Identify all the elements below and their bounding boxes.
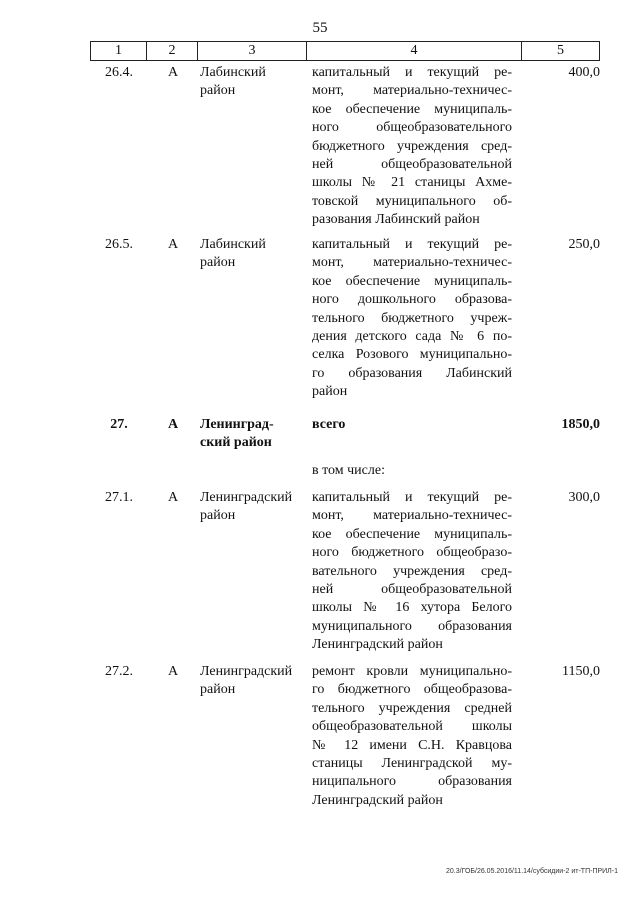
description-line: дения детского сада № 6 по-	[312, 329, 512, 345]
row-description	[312, 64, 512, 230]
description-line: район	[312, 384, 348, 400]
district-line: Ленинград-	[200, 417, 274, 432]
row-number: 27.2.	[105, 664, 133, 679]
row-sum: 250,0	[568, 237, 600, 252]
column-header-row	[90, 41, 600, 61]
description-line: всего	[312, 417, 346, 432]
description-line: тельного бюджетного учреж-	[312, 310, 512, 326]
row-district	[200, 64, 310, 101]
description-line: ниципального образования	[312, 774, 512, 790]
district-line: район	[200, 508, 236, 524]
district-line: район	[200, 682, 236, 698]
column-header-4: 4	[307, 42, 522, 60]
description-line: го образования Лабинский	[312, 365, 512, 381]
description-line: монт, материально-техничес-	[312, 255, 512, 271]
description-line: кое обеспечение муниципаль-	[312, 273, 512, 289]
row-district	[200, 236, 310, 273]
description-line: станицы Ленинградской му-	[312, 756, 512, 772]
description-line: бюджетного учреждения сред-	[312, 138, 512, 154]
row-district	[200, 416, 310, 453]
description-line: Ленинградский район	[312, 637, 443, 653]
description-line: ного общеобразовательного	[312, 120, 512, 136]
row-description	[312, 663, 512, 810]
row-category: А	[167, 490, 179, 505]
description-line: общеобразовательной школы	[312, 719, 512, 735]
row-district	[200, 663, 310, 700]
description-line: ного бюджетного общеобразо-	[312, 545, 512, 561]
description-line: монт, материально-техничес-	[312, 83, 512, 99]
row-category: А	[167, 417, 179, 432]
description-line: капитальный и текущий ре-	[312, 237, 512, 252]
district-line: район	[200, 83, 236, 99]
district-line: район	[200, 255, 236, 271]
document-footer-code: 20.3/ГОБ/26.05.2016/11.14/субсидии-2 ит-ТП-ПРИЛ-1	[446, 868, 618, 875]
description-line: ремонт кровли муниципально-	[312, 664, 512, 679]
column-header-2: 2	[147, 42, 198, 60]
row-description	[312, 462, 512, 480]
description-line: тельного учреждения средней	[312, 700, 512, 716]
row-sum: 1850,0	[561, 417, 600, 432]
description-line: капитальный и текущий ре-	[312, 65, 512, 80]
description-line: муниципального образования	[312, 618, 512, 634]
district-line: ский район	[200, 435, 272, 451]
district-line: Ленинградский	[200, 490, 293, 505]
row-number: 27.	[110, 417, 128, 432]
row-number: 26.4.	[105, 65, 133, 80]
description-line: школы № 21 станицы Ахме-	[312, 175, 512, 191]
description-line: ней общеобразовательной	[312, 157, 512, 173]
row-description	[312, 416, 512, 434]
row-category: А	[167, 664, 179, 679]
description-line: вательного учреждения сред-	[312, 563, 512, 579]
row-number: 26.5.	[105, 237, 133, 252]
column-header-3: 3	[198, 42, 307, 60]
description-line: кое обеспечение муниципаль-	[312, 526, 512, 542]
description-line: товской муниципального об-	[312, 193, 512, 209]
row-description	[312, 236, 512, 402]
row-sum: 400,0	[568, 65, 600, 80]
description-line: го бюджетного общеобразова-	[312, 682, 512, 698]
description-line: разования Лабинский район	[312, 212, 480, 228]
row-description	[312, 489, 512, 655]
description-line: селка Розового муниципально-	[312, 347, 512, 363]
description-line: капитальный и текущий ре-	[312, 490, 512, 505]
row-category: А	[167, 65, 179, 80]
row-category: А	[167, 237, 179, 252]
description-line: ней общеобразовательной	[312, 582, 512, 598]
row-sum: 300,0	[568, 490, 600, 505]
district-line: Ленинградский	[200, 664, 293, 679]
description-line: школы № 16 хутора Белого	[312, 600, 512, 616]
district-line: Лабинский	[200, 237, 266, 252]
page-number: 55	[312, 20, 328, 36]
description-line: кое обеспечение муниципаль-	[312, 101, 512, 117]
description-line: № 12 имени С.Н. Кравцова	[312, 737, 512, 753]
description-line: монт, материально-техничес-	[312, 508, 512, 524]
description-line: ного дошкольного образова-	[312, 292, 512, 308]
column-header-1: 1	[91, 42, 147, 60]
row-sum: 1150,0	[562, 664, 600, 679]
row-number: 27.1.	[105, 490, 133, 505]
description-line: Ленинградский район	[312, 792, 443, 808]
district-line: Лабинский	[200, 65, 266, 80]
description-line: в том числе:	[312, 463, 385, 478]
column-header-5: 5	[557, 43, 564, 58]
row-district	[200, 489, 310, 526]
